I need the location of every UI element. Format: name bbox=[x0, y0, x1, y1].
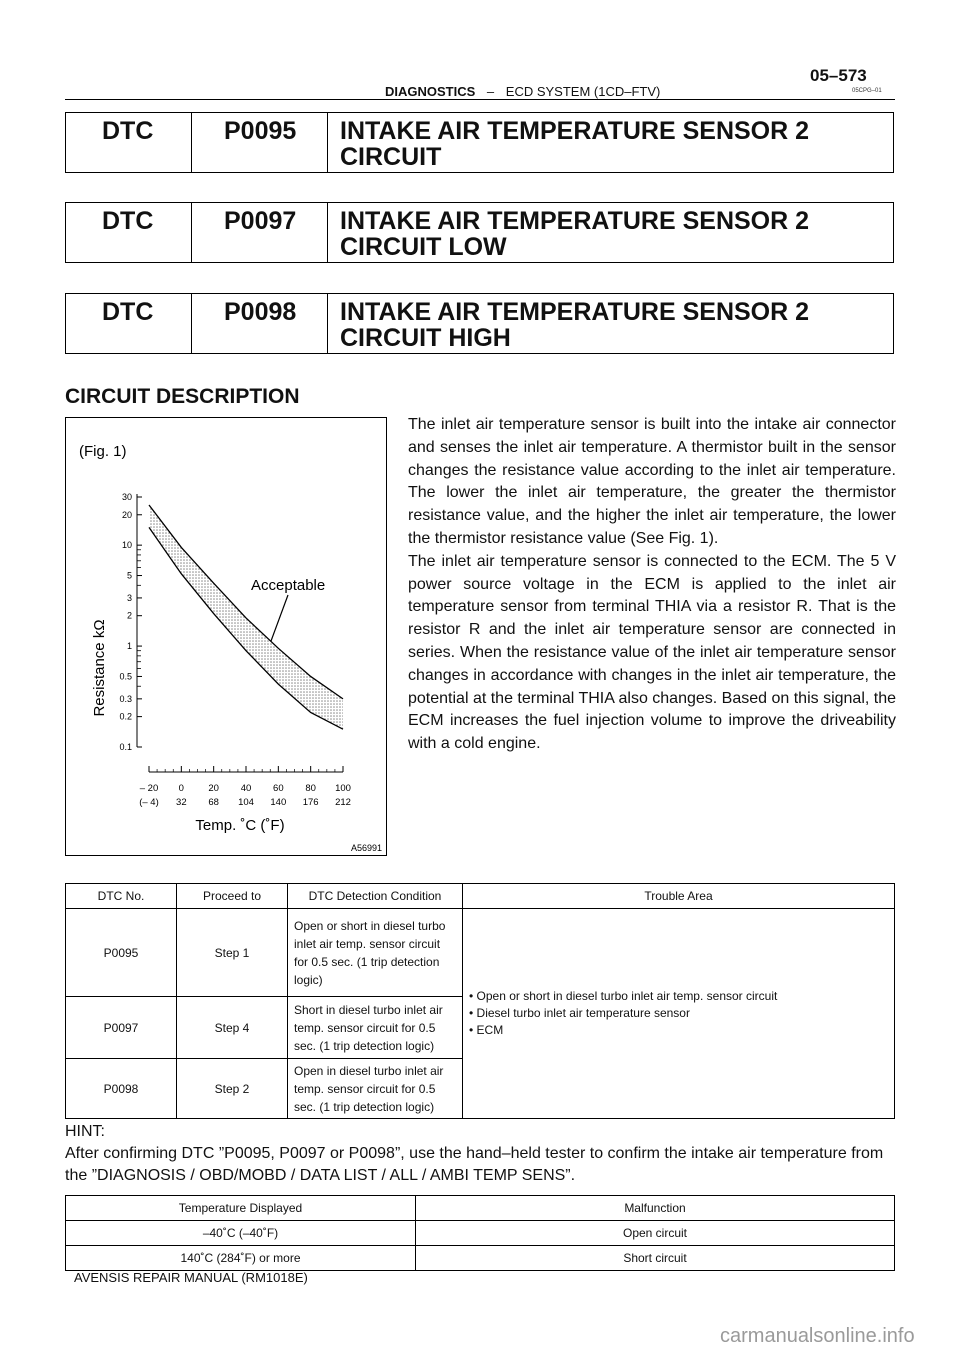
upper-bound-line bbox=[149, 505, 343, 699]
dtc-code: P0098 bbox=[224, 298, 297, 326]
header-subsection: ECD SYSTEM (1CD–FTV) bbox=[505, 84, 661, 99]
header-trouble-area: Trouble Area bbox=[463, 884, 895, 909]
acceptable-annotation: Acceptable bbox=[251, 577, 326, 594]
table-header-row bbox=[66, 884, 895, 909]
x-axis-label: Temp. ˚C (˚F) bbox=[195, 817, 285, 834]
circuit-description bbox=[408, 414, 896, 756]
figure-title: (Fig. 1) bbox=[79, 443, 127, 460]
condition-cell: Open in diesel turbo inlet air temp. sensor circuit for 0.5 sec. (1 trip detection logic) bbox=[288, 1059, 463, 1119]
y-tick-label: 1 bbox=[126, 641, 132, 652]
x-tick-label-f: 176 bbox=[302, 797, 319, 808]
footer-text: AVENSIS REPAIR MANUAL (RM1018E) bbox=[74, 1270, 308, 1285]
resistance-chart bbox=[66, 418, 386, 855]
y-tick-label: 2 bbox=[126, 610, 132, 621]
header-rule bbox=[65, 99, 895, 100]
x-tick-label-f: 140 bbox=[270, 797, 287, 808]
dtc-code: P0097 bbox=[224, 207, 297, 235]
x-tick-label-c: 80 bbox=[305, 783, 316, 794]
table-header-row bbox=[66, 1196, 895, 1221]
trouble-area-item: • Diesel turbo inlet air temperature sensor bbox=[469, 1006, 690, 1020]
y-tick-label: 3 bbox=[126, 592, 132, 603]
dtc-label: DTC bbox=[102, 298, 154, 326]
figure-code: A56991 bbox=[350, 843, 382, 853]
condition-cell: Short in diesel turbo inlet air temp. sensor circuit for 0.5 sec. (1 trip detection logic) bbox=[288, 997, 463, 1059]
dtc-title-line2: CIRCUIT bbox=[340, 143, 442, 171]
condition-cell: Open or short in diesel turbo inlet air temp. sensor circuit for 0.5 sec. (1 trip detection logic) bbox=[288, 909, 463, 997]
header-section: DIAGNOSTICS bbox=[385, 84, 476, 99]
header-malfunction: Malfunction bbox=[416, 1196, 895, 1221]
x-tick-label-f: 32 bbox=[176, 797, 187, 808]
temperature-cell: 140˚C (284˚F) or more bbox=[66, 1246, 416, 1271]
y-tick-label: 5 bbox=[126, 570, 132, 581]
section-heading: CIRCUIT DESCRIPTION bbox=[65, 385, 300, 408]
dtc-title-line2: CIRCUIT HIGH bbox=[340, 324, 511, 352]
document-code: 05CPG–01 bbox=[852, 88, 882, 94]
y-tick-label: 20 bbox=[121, 509, 132, 520]
x-tick-label-c: 20 bbox=[208, 783, 219, 794]
header-detection-condition: DTC Detection Condition bbox=[288, 884, 463, 909]
y-tick-label: 0.3 bbox=[119, 693, 132, 704]
table-row bbox=[66, 1246, 895, 1271]
dtc-title-line1: INTAKE AIR TEMPERATURE SENSOR 2 bbox=[340, 298, 810, 326]
x-tick-label-f: 68 bbox=[208, 797, 219, 808]
figure-1 bbox=[65, 417, 387, 856]
temperature-cell: –40˚C (–40˚F) bbox=[66, 1221, 416, 1246]
y-tick-label: 0.1 bbox=[119, 742, 132, 752]
x-tick-label-c: 60 bbox=[273, 783, 284, 794]
header-temperature-displayed: Temperature Displayed bbox=[66, 1196, 416, 1221]
hint-label: HINT: bbox=[65, 1123, 105, 1140]
proceed-to-cell: Step 4 bbox=[177, 997, 288, 1059]
header-title bbox=[385, 84, 660, 99]
watermark: carmanualsonline.info bbox=[720, 1325, 915, 1347]
dtc-no-cell: P0097 bbox=[66, 997, 177, 1059]
dtc-box-p0098 bbox=[65, 293, 894, 354]
page-number: 05–573 bbox=[810, 66, 867, 85]
hint-text: After confirming DTC ”P0095, P0097 or P0098”, use the hand–held tester to confirm the intake air temperature from the ”DIAGNOSIS / OBD/MOBD / DATA LIST / ALL / AMBI TEMP SENS”. bbox=[65, 1145, 884, 1184]
dtc-box-p0097 bbox=[65, 202, 894, 263]
trouble-area-item: • Open or short in diesel turbo inlet air temp. sensor circuit bbox=[469, 989, 778, 1003]
x-tick-label-c: 0 bbox=[178, 783, 184, 794]
y-tick-label: 10 bbox=[121, 540, 132, 551]
temperature-table bbox=[65, 1195, 895, 1271]
x-tick-label-c: – 20 bbox=[139, 783, 159, 794]
y-axis-label: Resistance kΩ bbox=[91, 619, 108, 717]
table-row bbox=[66, 1221, 895, 1246]
dtc-table bbox=[65, 883, 895, 1119]
trouble-area-cell bbox=[463, 909, 895, 1119]
header-proceed-to: Proceed to bbox=[177, 884, 288, 909]
dtc-box-p0095 bbox=[65, 112, 894, 173]
dtc-code: P0095 bbox=[224, 117, 297, 145]
y-tick-label: 0.2 bbox=[119, 711, 132, 722]
dtc-title-line1: INTAKE AIR TEMPERATURE SENSOR 2 bbox=[340, 117, 810, 145]
hint-block bbox=[65, 1121, 895, 1187]
y-tick-label: 0.5 bbox=[119, 671, 132, 682]
dtc-title-line1: INTAKE AIR TEMPERATURE SENSOR 2 bbox=[340, 207, 810, 235]
table-row bbox=[66, 909, 895, 997]
trouble-area-item: • ECM bbox=[469, 1023, 504, 1037]
dtc-no-cell: P0095 bbox=[66, 909, 177, 997]
x-tick-label-c: 40 bbox=[240, 783, 252, 794]
header-dtc-no: DTC No. bbox=[66, 884, 177, 909]
x-tick-label-c: 100 bbox=[335, 783, 351, 794]
malfunction-cell: Short circuit bbox=[416, 1246, 895, 1271]
dtc-label: DTC bbox=[102, 117, 154, 145]
description-paragraph-2: The inlet air temperature sensor is connected to the ECM. The 5 V power source voltage in the ECM is applied to the inlet air temperature sensor from terminal THIA via a resistor R. That is the resistor R and the inlet air temperature sensor are connected in series. When the resistance value of the inlet air temperature sensor changes in accordance with changes in the inlet air temperature, the potential at the terminal THIA also changes. Based on this signal, the ECM increases the fuel injection volume to improve the driveability with a cold engine. bbox=[408, 552, 896, 753]
x-tick-label-f: 212 bbox=[335, 797, 351, 808]
x-tick-label-f: 104 bbox=[238, 797, 254, 808]
header-separator: – bbox=[486, 84, 495, 99]
y-tick-label: 30 bbox=[121, 492, 132, 502]
plot-area bbox=[119, 492, 350, 808]
x-tick-label-f: (– 4) bbox=[139, 797, 159, 808]
dtc-label: DTC bbox=[102, 207, 154, 235]
malfunction-cell: Open circuit bbox=[416, 1221, 895, 1246]
dtc-title-line2: CIRCUIT LOW bbox=[340, 233, 507, 261]
dtc-no-cell: P0098 bbox=[66, 1059, 177, 1119]
proceed-to-cell: Step 2 bbox=[177, 1059, 288, 1119]
description-paragraph-1: The inlet air temperature sensor is built into the intake air connector and senses the inlet air temperature. A thermistor built in the sensor changes the resistance value according to the inlet air temperature. The lower the inlet air temperature, the greater the thermistor resistance value, and the higher the inlet air temperature, the lower the thermistor resistance value (See Fig. 1). bbox=[408, 416, 896, 547]
proceed-to-cell: Step 1 bbox=[177, 909, 288, 997]
